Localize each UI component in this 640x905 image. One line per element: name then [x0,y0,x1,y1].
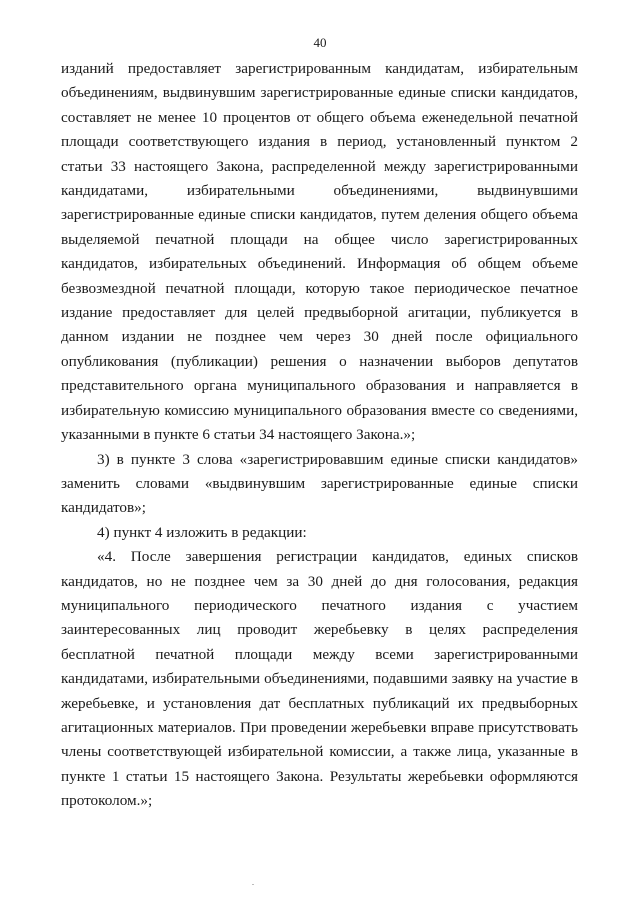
paragraph-point-4-text: «4. После завершения регистрации кандидатов, единых списков кандидатов, но не позднее чем за 30 дней до дня голосования, редакция муниципального периодического печатного издания с участием заинтересованных лиц проводит жеребьевку в целях распределения бесплатной печатной площади между всеми зарегистрированными кандидатами, избирательными объединениями, подавшими заявку на участие в жеребьевке, и установления дат бесплатных публикаций их предвыборных агитационных материалов. При проведении жеребьевки вправе присутствовать члены соответствующей избирательной комиссии, а также лица, указанные в пункте 1 статьи 15 настоящего Закона. Результаты жеребьевки оформляются протоколом.»; [61,548,578,810]
document-body [61,57,578,814]
page-number: 40 [313,35,327,50]
paragraph-item-4: 4) пункт 4 изложить в редакции: [97,523,307,541]
paragraph-continuation: изданий предоставляет зарегистрированным кандидатам, избирательным объединениям, выдвинувшим зарегистрированные единые списки кандидатов, составляет не менее 10 процентов от общего объема еженедельной печатной площади соответствующего издания в период, установленный пунктом 2 статьи 33 настоящего Закона, распределенной между зарегистрированными кандидатами, избирательными объединениями, выдвинувшими зарегистрированные единые списки кандидатов, путем деления общего объема выделяемой печатной площади на общее число зарегистрированных кандидатов, избирательных объединений. Информация об общем объеме безвозмездной печатной площади, которую такое периодическое печатное издание предоставляет для целей предвыборной агитации, публикуется в данном издании не позднее чем через 30 дней после официального опубликования (публикации) решения о назначении выборов депутатов представительного органа муниципального образования и направляется в избирательную комиссию муниципального образования вместе со сведениями, указанными в пункте 6 статьи 34 настоящего Закона.»; [61,60,578,444]
paragraph-item-3: 3) в пункте 3 слова «зарегистрировавшим единые списки кандидатов» заменить словами «выдвинувшим зарегистрированные единые списки кандидатов»; [61,450,578,517]
scan-speck [252,884,254,885]
